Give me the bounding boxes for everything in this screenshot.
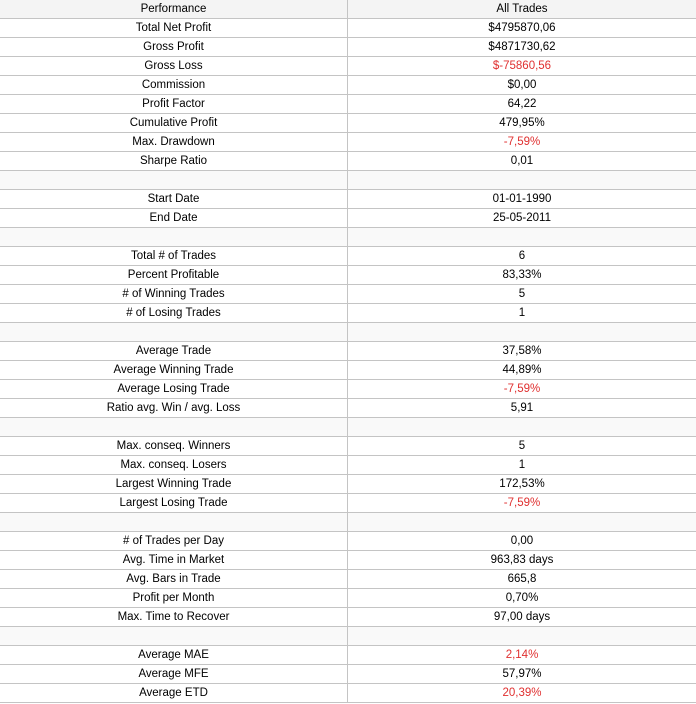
- metric-value: 1: [518, 307, 526, 319]
- metric-label: [0, 228, 348, 246]
- grid-header-row: [0, 0, 696, 19]
- metric-value: 44,89%: [502, 364, 542, 376]
- table-row[interactable]: [0, 475, 696, 494]
- metric-label: Total Net Profit: [0, 19, 348, 37]
- metric-value: $4795870,06: [488, 22, 556, 34]
- table-row[interactable]: [0, 532, 696, 551]
- metric-value: 64,22: [507, 98, 537, 110]
- metric-value: $4871730,62: [488, 41, 556, 53]
- metric-value: 37,58%: [502, 345, 542, 357]
- table-row[interactable]: [0, 19, 696, 38]
- metric-label: Largest Winning Trade: [0, 475, 348, 493]
- table-row[interactable]: [0, 190, 696, 209]
- metric-value: [348, 228, 696, 246]
- table-row[interactable]: [0, 266, 696, 285]
- table-row[interactable]: [0, 361, 696, 380]
- metric-value: 20,39%: [502, 687, 542, 699]
- table-row[interactable]: [0, 38, 696, 57]
- metric-value: 172,53%: [499, 478, 545, 490]
- metric-label: Max. Drawdown: [0, 133, 348, 151]
- metric-label: Cumulative Profit: [0, 114, 348, 132]
- metric-label: Start Date: [0, 190, 348, 208]
- metric-label: Average ETD: [0, 684, 348, 702]
- metric-label: Total # of Trades: [0, 247, 348, 265]
- table-row[interactable]: [0, 684, 696, 703]
- metric-value: $0,00: [507, 79, 537, 91]
- metric-value: 0,00: [510, 535, 534, 547]
- metric-label: [0, 323, 348, 341]
- table-row[interactable]: [0, 665, 696, 684]
- metric-value: 83,33%: [502, 269, 542, 281]
- metric-label: Average MFE: [0, 665, 348, 683]
- metric-value: -7,59%: [503, 497, 541, 509]
- metric-label: Average MAE: [0, 646, 348, 664]
- metric-value: 665,8: [507, 573, 537, 585]
- metric-value: 1: [518, 459, 526, 471]
- metric-value: 6: [518, 250, 526, 262]
- metric-label: Profit Factor: [0, 95, 348, 113]
- metric-label: Gross Loss: [0, 57, 348, 75]
- metric-label: # of Trades per Day: [0, 532, 348, 550]
- metric-label: Largest Losing Trade: [0, 494, 348, 512]
- table-row[interactable]: [0, 589, 696, 608]
- table-row[interactable]: [0, 646, 696, 665]
- table-row[interactable]: [0, 114, 696, 133]
- grid-body: [0, 19, 696, 703]
- table-row[interactable]: [0, 570, 696, 589]
- metric-value: 5,91: [510, 402, 534, 414]
- table-row[interactable]: [0, 95, 696, 114]
- table-row[interactable]: [0, 285, 696, 304]
- separator-row[interactable]: [0, 228, 696, 247]
- metric-label: Profit per Month: [0, 589, 348, 607]
- metric-value: 0,70%: [505, 592, 539, 604]
- metric-label: Sharpe Ratio: [0, 152, 348, 170]
- metric-value: 5: [518, 440, 526, 452]
- metric-label: [0, 513, 348, 531]
- table-row[interactable]: [0, 209, 696, 228]
- metric-label: [0, 418, 348, 436]
- table-row[interactable]: [0, 304, 696, 323]
- metric-value: [348, 171, 696, 189]
- separator-row[interactable]: [0, 627, 696, 646]
- metric-label: Avg. Bars in Trade: [0, 570, 348, 588]
- metric-label: Average Winning Trade: [0, 361, 348, 379]
- metric-value: 25-05-2011: [493, 212, 551, 224]
- metric-label: Percent Profitable: [0, 266, 348, 284]
- metric-value: [348, 323, 696, 341]
- table-row[interactable]: [0, 57, 696, 76]
- metric-label: Max. conseq. Winners: [0, 437, 348, 455]
- metric-value: [348, 513, 696, 531]
- metric-value: -7,59%: [503, 383, 541, 395]
- metric-label: Avg. Time in Market: [0, 551, 348, 569]
- separator-row[interactable]: [0, 513, 696, 532]
- metric-label: Gross Profit: [0, 38, 348, 56]
- metric-label: # of Winning Trades: [0, 285, 348, 303]
- column-header-performance[interactable]: Performance: [0, 0, 348, 18]
- metric-label: End Date: [0, 209, 348, 227]
- metric-label: Max. Time to Recover: [0, 608, 348, 626]
- table-row[interactable]: [0, 437, 696, 456]
- metric-value: 479,95%: [499, 117, 545, 129]
- metric-value: 0,01: [510, 155, 534, 167]
- separator-row[interactable]: [0, 323, 696, 342]
- table-row[interactable]: [0, 494, 696, 513]
- metric-label: [0, 627, 348, 645]
- metric-label: Average Losing Trade: [0, 380, 348, 398]
- metric-label: Max. conseq. Losers: [0, 456, 348, 474]
- table-row[interactable]: [0, 551, 696, 570]
- table-row[interactable]: [0, 456, 696, 475]
- metric-label: Commission: [0, 76, 348, 94]
- table-row[interactable]: [0, 380, 696, 399]
- metric-value: $-75860,56: [492, 60, 552, 72]
- metric-value: 01-01-1990: [492, 193, 552, 205]
- metric-value: 57,97%: [502, 668, 542, 680]
- metric-label: # of Losing Trades: [0, 304, 348, 322]
- table-row[interactable]: [0, 608, 696, 627]
- metric-value: [348, 418, 696, 436]
- table-row[interactable]: [0, 133, 696, 152]
- metric-value: [348, 627, 696, 645]
- metric-label: Ratio avg. Win / avg. Loss: [0, 399, 348, 417]
- column-header-all-trades[interactable]: All Trades: [496, 3, 548, 15]
- metric-value: 2,14%: [505, 649, 539, 661]
- table-row[interactable]: [0, 342, 696, 361]
- table-row[interactable]: [0, 399, 696, 418]
- table-row[interactable]: [0, 76, 696, 95]
- table-row[interactable]: [0, 247, 696, 266]
- metric-value: -7,59%: [503, 136, 541, 148]
- separator-row[interactable]: [0, 418, 696, 437]
- separator-row[interactable]: [0, 171, 696, 190]
- metric-label: [0, 171, 348, 189]
- table-row[interactable]: [0, 152, 696, 171]
- metric-value: 97,00 days: [493, 611, 551, 623]
- metric-value: 963,83 days: [490, 554, 554, 566]
- metric-label: Average Trade: [0, 342, 348, 360]
- metric-value: 5: [518, 288, 526, 300]
